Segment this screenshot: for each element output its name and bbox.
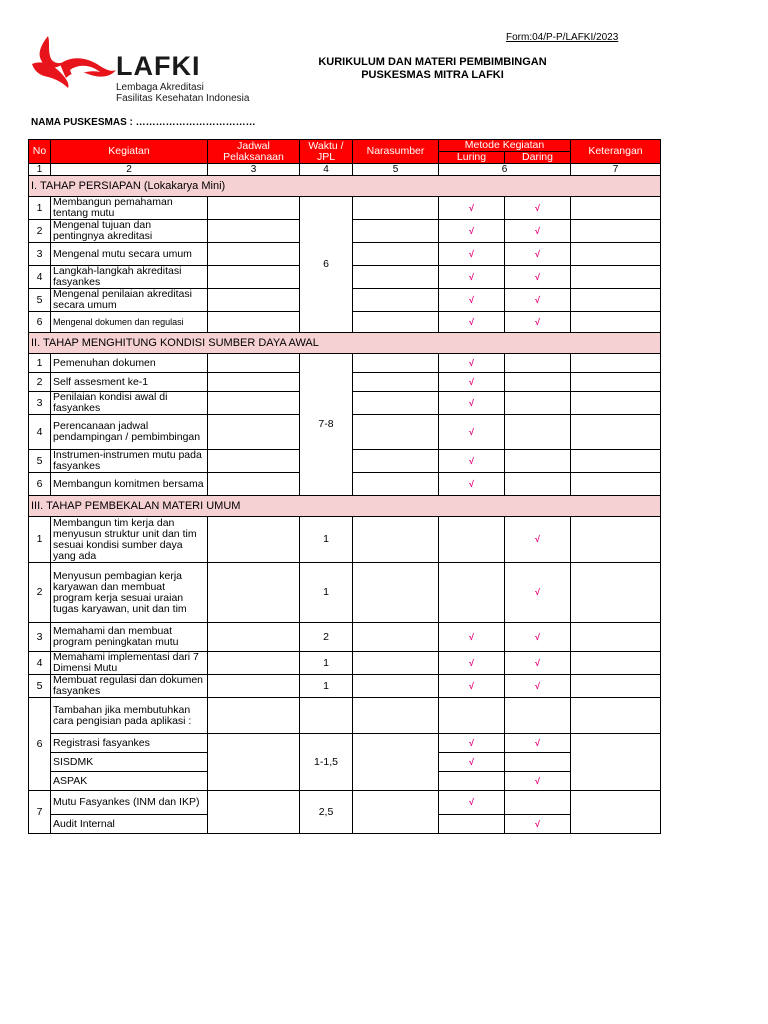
row-no: 1 bbox=[29, 197, 51, 220]
row-keterangan bbox=[571, 473, 661, 496]
row-kegiatan: Tambahan jika membutuhkan cara pengisian pada aplikasi : bbox=[51, 698, 208, 734]
row-kegiatan: Membangun komitmen bersama bbox=[51, 473, 208, 496]
row-waktu: 1 bbox=[300, 563, 353, 623]
row-jadwal bbox=[208, 698, 300, 734]
row-jadwal bbox=[208, 266, 300, 289]
row-narasumber bbox=[353, 266, 439, 289]
row-no: 2 bbox=[29, 563, 51, 623]
row-no: 5 bbox=[29, 675, 51, 698]
row-narasumber bbox=[353, 220, 439, 243]
row-keterangan bbox=[571, 734, 661, 791]
row-no: 5 bbox=[29, 289, 51, 312]
header-waktu: Waktu / JPL bbox=[300, 140, 353, 164]
row-jadwal bbox=[208, 312, 300, 333]
row-waktu: 2,5 bbox=[300, 791, 353, 834]
luring-check: √ bbox=[439, 791, 505, 815]
daring-check: √ bbox=[505, 289, 571, 312]
logo-subtitle bbox=[116, 82, 249, 104]
row-waktu: 1-1,5 bbox=[300, 734, 353, 791]
daring-check: √ bbox=[505, 266, 571, 289]
section-title: I. TAHAP PERSIAPAN (Lokakarya Mini) bbox=[29, 176, 661, 197]
row-keterangan bbox=[571, 623, 661, 652]
luring-check: √ bbox=[439, 675, 505, 698]
row-waktu: 1 bbox=[300, 652, 353, 675]
header-metode: Metode Kegiatan bbox=[439, 140, 571, 152]
row-no: 6 bbox=[29, 473, 51, 496]
document-title bbox=[300, 56, 565, 82]
luring-check: √ bbox=[439, 266, 505, 289]
row-subitem: SISDMK bbox=[51, 753, 208, 772]
col-number: 7 bbox=[571, 164, 661, 176]
row-no: 1 bbox=[29, 354, 51, 373]
curriculum-table bbox=[28, 139, 661, 834]
row-keterangan bbox=[571, 563, 661, 623]
luring-check: √ bbox=[439, 373, 505, 392]
daring-cell bbox=[505, 392, 571, 415]
row-jadwal bbox=[208, 197, 300, 220]
row-kegiatan: Membangun tim kerja dan menyusun struktur unit dan tim sesuai kondisi sumber daya yang ada bbox=[51, 517, 208, 563]
row-narasumber bbox=[353, 734, 439, 791]
row-narasumber bbox=[353, 289, 439, 312]
row-narasumber bbox=[353, 623, 439, 652]
row-waktu: 7-8 bbox=[300, 354, 353, 496]
row-no: 1 bbox=[29, 517, 51, 563]
col-number: 1 bbox=[29, 164, 51, 176]
row-narasumber bbox=[353, 791, 439, 834]
row-jadwal bbox=[208, 243, 300, 266]
daring-cell bbox=[505, 753, 571, 772]
luring-check: √ bbox=[439, 415, 505, 450]
daring-cell bbox=[505, 415, 571, 450]
row-no: 6 bbox=[29, 312, 51, 333]
row-kegiatan: Mengenal tujuan dan pentingnya akreditasi bbox=[51, 220, 208, 243]
row-narasumber bbox=[353, 652, 439, 675]
daring-check: √ bbox=[505, 772, 571, 791]
row-narasumber bbox=[353, 392, 439, 415]
row-kegiatan: Mengenal penilaian akreditasi secara umum bbox=[51, 289, 208, 312]
row-no: 2 bbox=[29, 220, 51, 243]
luring-check: √ bbox=[439, 312, 505, 333]
header-narasumber: Narasumber bbox=[353, 140, 439, 164]
row-jadwal bbox=[208, 354, 300, 373]
row-keterangan bbox=[571, 266, 661, 289]
form-code: Form:04/P-P/LAFKI/2023 bbox=[506, 32, 619, 43]
row-narasumber bbox=[353, 473, 439, 496]
row-keterangan bbox=[571, 243, 661, 266]
luring-check: √ bbox=[439, 354, 505, 373]
daring-check: √ bbox=[505, 675, 571, 698]
row-jadwal bbox=[208, 415, 300, 450]
row-kegiatan: Membuat regulasi dan dokumen fasyankes bbox=[51, 675, 208, 698]
logo-subtitle-line2: Fasilitas Kesehatan Indonesia bbox=[116, 93, 250, 104]
row-keterangan bbox=[571, 517, 661, 563]
row-no: 4 bbox=[29, 652, 51, 675]
luring-cell bbox=[439, 772, 505, 791]
header-kegiatan: Kegiatan bbox=[51, 140, 208, 164]
row-jadwal bbox=[208, 563, 300, 623]
daring-check: √ bbox=[505, 563, 571, 623]
header-no: No bbox=[29, 140, 51, 164]
row-no: 3 bbox=[29, 392, 51, 415]
row-no: 7 bbox=[29, 791, 51, 834]
row-jadwal bbox=[208, 289, 300, 312]
luring-check: √ bbox=[439, 450, 505, 473]
row-kegiatan: Membangun pemahaman tentang mutu bbox=[51, 197, 208, 220]
daring-check: √ bbox=[505, 312, 571, 333]
header-daring: Daring bbox=[505, 152, 571, 164]
row-kegiatan: Memahami implementasi dari 7 Dimensi Mutu bbox=[51, 652, 208, 675]
daring-check: √ bbox=[505, 734, 571, 753]
nama-puskesmas-field: NAMA PUSKESMAS : ……………………………… bbox=[31, 117, 256, 128]
row-no: 4 bbox=[29, 266, 51, 289]
row-keterangan bbox=[571, 791, 661, 834]
luring-check: √ bbox=[439, 473, 505, 496]
row-narasumber bbox=[353, 698, 439, 734]
row-jadwal bbox=[208, 373, 300, 392]
daring-cell bbox=[505, 791, 571, 815]
row-jadwal bbox=[208, 623, 300, 652]
row-keterangan bbox=[571, 312, 661, 333]
row-no: 3 bbox=[29, 243, 51, 266]
row-narasumber bbox=[353, 675, 439, 698]
daring-cell bbox=[505, 373, 571, 392]
luring-cell bbox=[439, 563, 505, 623]
logo-subtitle-line1: Lembaga Akreditasi bbox=[116, 82, 204, 93]
row-no: 2 bbox=[29, 373, 51, 392]
row-kegiatan: Penilaian kondisi awal di fasyankes bbox=[51, 392, 208, 415]
daring-check: √ bbox=[505, 815, 571, 834]
luring-check: √ bbox=[439, 652, 505, 675]
header-keterangan: Keterangan bbox=[571, 140, 661, 164]
row-keterangan bbox=[571, 392, 661, 415]
row-kegiatan: Mengenal dokumen dan regulasi bbox=[51, 312, 208, 333]
daring-check: √ bbox=[505, 517, 571, 563]
luring-check: √ bbox=[439, 197, 505, 220]
row-kegiatan: Mengenal mutu secara umum bbox=[51, 243, 208, 266]
row-keterangan bbox=[571, 220, 661, 243]
row-waktu: 6 bbox=[300, 197, 353, 333]
row-no: 3 bbox=[29, 623, 51, 652]
luring-check: √ bbox=[439, 289, 505, 312]
row-keterangan bbox=[571, 675, 661, 698]
row-keterangan bbox=[571, 197, 661, 220]
row-jadwal bbox=[208, 450, 300, 473]
row-jadwal bbox=[208, 473, 300, 496]
row-jadwal bbox=[208, 392, 300, 415]
header-luring: Luring bbox=[439, 152, 505, 164]
row-narasumber bbox=[353, 415, 439, 450]
row-no: 5 bbox=[29, 450, 51, 473]
row-jadwal bbox=[208, 517, 300, 563]
luring-check: √ bbox=[439, 753, 505, 772]
daring-cell bbox=[505, 450, 571, 473]
row-waktu-empty bbox=[300, 698, 353, 734]
header-jadwal: Jadwal Pelaksanaan bbox=[208, 140, 300, 164]
col-number: 5 bbox=[353, 164, 439, 176]
lafki-logo bbox=[30, 34, 270, 104]
row-keterangan bbox=[571, 373, 661, 392]
row-keterangan bbox=[571, 698, 661, 734]
row-narasumber bbox=[353, 197, 439, 220]
row-kegiatan: Self assesment ke-1 bbox=[51, 373, 208, 392]
luring-cell bbox=[439, 517, 505, 563]
row-narasumber bbox=[353, 373, 439, 392]
daring-cell bbox=[505, 473, 571, 496]
row-kegiatan: Pemenuhan dokumen bbox=[51, 354, 208, 373]
row-narasumber bbox=[353, 563, 439, 623]
daring-cell bbox=[505, 354, 571, 373]
row-jadwal bbox=[208, 791, 300, 834]
row-subitem: Registrasi fasyankes bbox=[51, 734, 208, 753]
col-number: 4 bbox=[300, 164, 353, 176]
row-kegiatan: Instrumen-instrumen mutu pada fasyankes bbox=[51, 450, 208, 473]
row-kegiatan: Memahami dan membuat program peningkatan mutu bbox=[51, 623, 208, 652]
luring-check: √ bbox=[439, 392, 505, 415]
row-kegiatan: Menyusun pembagian kerja karyawan dan membuat program kerja sesuai uraian tugas karyawan, unit dan tim bbox=[51, 563, 208, 623]
document-title-line1: KURIKULUM DAN MATERI PEMBIMBINGAN bbox=[318, 56, 547, 68]
col-number: 6 bbox=[439, 164, 571, 176]
row-keterangan bbox=[571, 415, 661, 450]
col-number: 2 bbox=[51, 164, 208, 176]
luring-cell bbox=[439, 815, 505, 834]
logo-text: LAFKI bbox=[116, 51, 201, 81]
row-narasumber bbox=[353, 450, 439, 473]
row-narasumber bbox=[353, 354, 439, 373]
daring-cell bbox=[505, 698, 571, 734]
luring-check: √ bbox=[439, 220, 505, 243]
luring-cell bbox=[439, 698, 505, 734]
row-no: 4 bbox=[29, 415, 51, 450]
row-narasumber bbox=[353, 243, 439, 266]
row-no: 6 bbox=[29, 698, 51, 791]
luring-check: √ bbox=[439, 734, 505, 753]
row-jadwal bbox=[208, 675, 300, 698]
row-waktu: 1 bbox=[300, 675, 353, 698]
col-number: 3 bbox=[208, 164, 300, 176]
row-keterangan bbox=[571, 652, 661, 675]
daring-check: √ bbox=[505, 623, 571, 652]
document-title-line2: PUSKESMAS MITRA LAFKI bbox=[361, 69, 504, 81]
row-kegiatan: Perencanaan jadwal pendampingan / pembimbingan bbox=[51, 415, 208, 450]
row-keterangan bbox=[571, 289, 661, 312]
row-kegiatan: Langkah-langkah akreditasi fasyankes bbox=[51, 266, 208, 289]
daring-check: √ bbox=[505, 243, 571, 266]
row-jadwal bbox=[208, 652, 300, 675]
row-jadwal bbox=[208, 220, 300, 243]
luring-check: √ bbox=[439, 623, 505, 652]
luring-check: √ bbox=[439, 243, 505, 266]
row-waktu: 2 bbox=[300, 623, 353, 652]
daring-check: √ bbox=[505, 197, 571, 220]
row-waktu: 1 bbox=[300, 517, 353, 563]
daring-check: √ bbox=[505, 652, 571, 675]
ribbon-logo-icon bbox=[30, 34, 120, 94]
row-kegiatan: Mutu Fasyankes (INM dan IKP) bbox=[51, 791, 208, 815]
section-title: III. TAHAP PEMBEKALAN MATERI UMUM bbox=[29, 496, 661, 517]
row-narasumber bbox=[353, 517, 439, 563]
row-subitem: Audit Internal bbox=[51, 815, 208, 834]
row-jadwal bbox=[208, 734, 300, 791]
row-keterangan bbox=[571, 354, 661, 373]
section-title: II. TAHAP MENGHITUNG KONDISI SUMBER DAYA AWAL bbox=[29, 333, 661, 354]
row-narasumber bbox=[353, 312, 439, 333]
daring-check: √ bbox=[505, 220, 571, 243]
row-subitem: ASPAK bbox=[51, 772, 208, 791]
row-keterangan bbox=[571, 450, 661, 473]
